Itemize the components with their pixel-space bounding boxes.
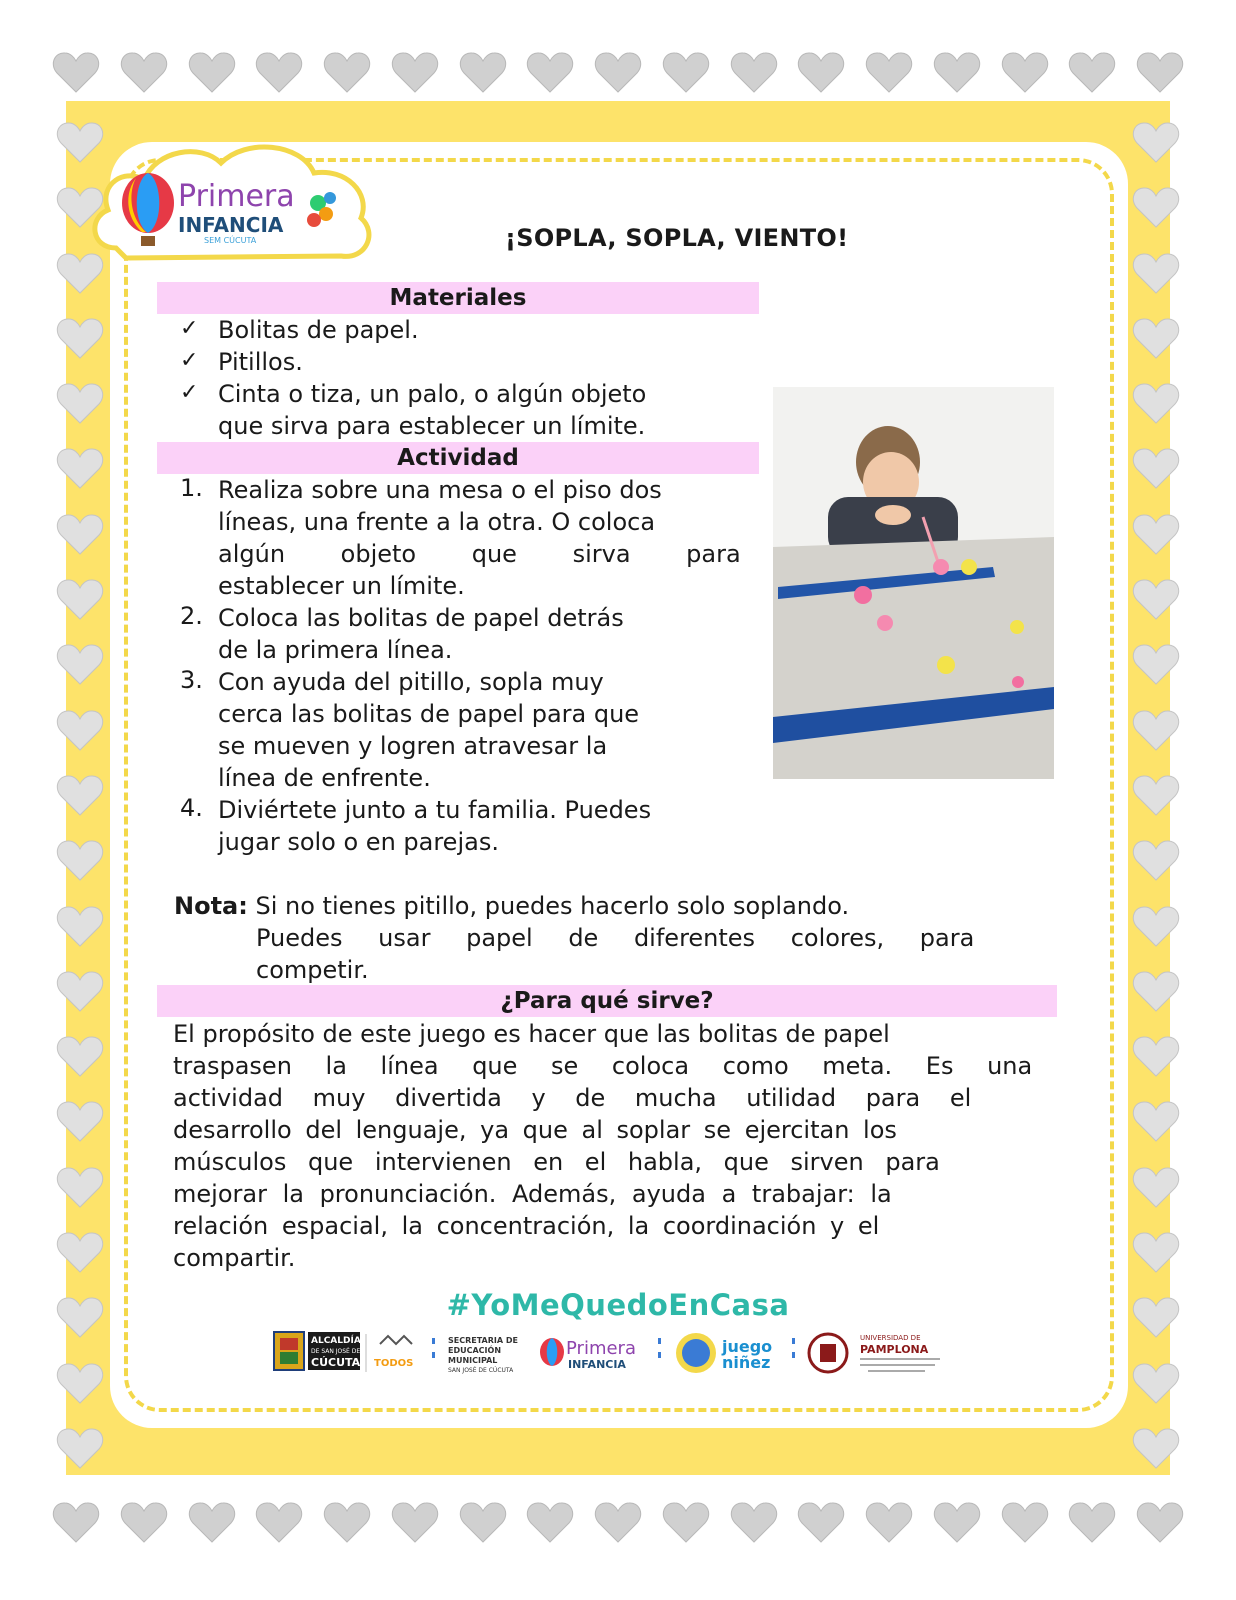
svg-text:juego: juego <box>722 1337 773 1356</box>
heart-icon <box>594 1500 642 1544</box>
nota-line: Si no tienes pitillo, puedes hacerlo solo soplando. <box>255 892 850 920</box>
heart-icon <box>1132 577 1180 621</box>
heart-icon <box>391 1500 439 1544</box>
heart-icon <box>1001 50 1049 94</box>
nota-label: Nota: <box>174 892 248 920</box>
svg-text:EDUCACIÓN: EDUCACIÓN <box>448 1346 502 1355</box>
para-que-line: músculos que intervienen en el habla, que sirven para <box>173 1148 940 1176</box>
heart-icon <box>323 50 371 94</box>
heart-icon <box>56 446 104 490</box>
heart-icon <box>391 50 439 94</box>
heart-icon <box>1132 381 1180 425</box>
heart-icon <box>865 50 913 94</box>
heart-icon <box>1132 1034 1180 1078</box>
svg-text:SEM CÚCUTA: SEM CÚCUTA <box>204 236 257 245</box>
todos-logo <box>374 1336 413 1369</box>
para-que-line: mejorar la pronunciación. Además, ayuda a trabajar: la <box>173 1180 892 1208</box>
heart-icon <box>56 642 104 686</box>
heart-icon <box>323 1500 371 1544</box>
material-item: Pitillos. <box>218 348 303 376</box>
heart-icon <box>1136 1500 1184 1544</box>
step-line: cerca las bolitas de papel para que <box>218 700 640 728</box>
step-number: 4. <box>180 794 203 822</box>
material-item-continuation: que sirva para establecer un límite. <box>218 412 646 440</box>
heart-icon <box>730 1500 778 1544</box>
left-heart-border <box>56 120 104 1470</box>
heart-icon <box>1136 50 1184 94</box>
step-line: línea de enfrente. <box>218 764 431 792</box>
heart-icon <box>1132 969 1180 1013</box>
svg-text:MUNICIPAL: MUNICIPAL <box>448 1356 498 1365</box>
heart-icon <box>526 1500 574 1544</box>
heart-icon <box>662 1500 710 1544</box>
para-que-line: actividad muy divertida y de mucha utilidad para el <box>173 1084 972 1112</box>
para-que-line: compartir. <box>173 1244 296 1272</box>
heart-icon <box>56 1230 104 1274</box>
svg-text:CÚCUTA: CÚCUTA <box>311 1356 361 1369</box>
nota-line: competir. <box>256 956 369 984</box>
svg-text:Primera: Primera <box>566 1338 636 1359</box>
heart-icon <box>1068 50 1116 94</box>
check-icon: ✓ <box>180 316 199 341</box>
activity-photo <box>773 387 1054 779</box>
material-item: Cinta o tiza, un palo, o algún objeto <box>218 380 647 408</box>
step-line: jugar solo o en parejas. <box>218 828 499 856</box>
svg-text:TODOS: TODOS <box>374 1358 414 1369</box>
para-que-line: desarrollo del lenguaje, ya que al soplar se ejercitan los <box>173 1116 897 1144</box>
heart-icon <box>56 577 104 621</box>
primera-infancia-small-logo <box>540 1338 636 1371</box>
svg-text:PAMPLONA: PAMPLONA <box>860 1343 929 1356</box>
heart-icon <box>56 512 104 556</box>
svg-text:Primera: Primera <box>178 179 295 214</box>
heart-icon <box>56 1034 104 1078</box>
heart-icon <box>865 1500 913 1544</box>
heart-icon <box>56 1361 104 1405</box>
heart-icon <box>1132 773 1180 817</box>
svg-text:niñez: niñez <box>722 1353 771 1372</box>
svg-text:UNIVERSIDAD DE: UNIVERSIDAD DE <box>860 1334 921 1342</box>
alcaldia-logo <box>274 1332 361 1370</box>
heart-icon <box>188 50 236 94</box>
heart-icon <box>56 316 104 360</box>
step-line: establecer un límite. <box>218 572 465 600</box>
page-title: ¡SOPLA, SOPLA, VIENTO! <box>505 224 849 252</box>
heart-icon <box>1132 251 1180 295</box>
heart-icon <box>1132 446 1180 490</box>
heart-icon <box>1132 642 1180 686</box>
heart-icon <box>594 50 642 94</box>
svg-text:ALCALDÍA: ALCALDÍA <box>311 1336 361 1346</box>
step-line: se mueven y logren atravesar la <box>218 732 608 760</box>
svg-text:DE SAN JOSÉ DE: DE SAN JOSÉ DE <box>311 1348 361 1355</box>
heart-icon <box>1132 708 1180 752</box>
juego-ninez-logo <box>676 1333 772 1373</box>
heart-icon <box>1132 316 1180 360</box>
heart-icon <box>1132 120 1180 164</box>
heart-icon <box>1132 838 1180 882</box>
heart-icon <box>1132 185 1180 229</box>
heart-icon <box>52 1500 100 1544</box>
heart-icon <box>797 1500 845 1544</box>
heart-icon <box>1132 904 1180 948</box>
check-icon: ✓ <box>180 380 199 405</box>
heart-icon <box>1132 1426 1180 1470</box>
step-line: Coloca las bolitas de papel detrás <box>218 604 624 632</box>
svg-text:SAN JOSÉ DE CÚCUTA: SAN JOSÉ DE CÚCUTA <box>448 1367 514 1374</box>
step-number: 2. <box>180 602 203 630</box>
heart-icon <box>255 1500 303 1544</box>
heart-icon <box>120 1500 168 1544</box>
heart-icon <box>662 50 710 94</box>
para-que-line: El propósito de este juego es hacer que las bolitas de papel <box>173 1020 890 1048</box>
heart-icon <box>933 1500 981 1544</box>
heart-icon <box>1132 1165 1180 1209</box>
heart-icon <box>56 1099 104 1143</box>
heart-icon <box>56 381 104 425</box>
heart-icon <box>1132 1099 1180 1143</box>
heart-icon <box>56 904 104 948</box>
step-line: algún objeto que sirva para <box>218 540 741 568</box>
heart-icon <box>120 50 168 94</box>
heart-icon <box>933 50 981 94</box>
actividad-header: Actividad <box>157 442 759 474</box>
heart-icon <box>56 1165 104 1209</box>
step-line: de la primera línea. <box>218 636 453 664</box>
nota-line: Puedes usar papel de diferentes colores, para <box>256 924 975 952</box>
primera-infancia-logo <box>86 128 376 274</box>
hashtag: #YoMeQuedoEnCasa <box>446 1288 790 1322</box>
nota-block <box>174 890 849 922</box>
heart-icon <box>797 50 845 94</box>
check-icon: ✓ <box>180 348 199 373</box>
heart-icon <box>56 708 104 752</box>
step-line: Realiza sobre una mesa o el piso dos <box>218 476 662 504</box>
heart-icon <box>56 838 104 882</box>
heart-icon <box>1068 1500 1116 1544</box>
right-heart-border <box>1132 120 1180 1470</box>
svg-text:INFANCIA: INFANCIA <box>568 1358 626 1371</box>
heart-icon <box>56 1426 104 1470</box>
heart-icon <box>1132 1230 1180 1274</box>
heart-icon <box>730 50 778 94</box>
heart-icon <box>459 50 507 94</box>
heart-icon <box>459 1500 507 1544</box>
para-que-line: traspasen la línea que se coloca como meta. Es una <box>173 1052 1033 1080</box>
heart-icon <box>255 50 303 94</box>
step-number: 1. <box>180 474 203 502</box>
para-que-header: ¿Para qué sirve? <box>157 985 1057 1017</box>
step-line: Diviértete junto a tu familia. Puedes <box>218 796 652 824</box>
heart-icon <box>1132 512 1180 556</box>
material-item: Bolitas de papel. <box>218 316 419 344</box>
secretaria-logo <box>448 1336 518 1374</box>
step-number: 3. <box>180 666 203 694</box>
top-heart-border <box>52 50 1184 94</box>
sponsor-logos <box>270 1326 950 1380</box>
bottom-heart-border <box>52 1500 1184 1544</box>
svg-text:SECRETARIA DE: SECRETARIA DE <box>448 1336 518 1345</box>
step-line: líneas, una frente a la otra. O coloca <box>218 508 656 536</box>
universidad-pamplona-logo <box>809 1334 940 1372</box>
heart-icon <box>56 773 104 817</box>
heart-icon <box>1001 1500 1049 1544</box>
heart-icon <box>526 50 574 94</box>
heart-icon <box>188 1500 236 1544</box>
materiales-header: Materiales <box>157 282 759 314</box>
svg-text:INFANCIA: INFANCIA <box>178 213 284 237</box>
step-line: Con ayuda del pitillo, sopla muy <box>218 668 604 696</box>
heart-icon <box>1132 1361 1180 1405</box>
heart-icon <box>52 50 100 94</box>
para-que-line: relación espacial, la concentración, la coordinación y el <box>173 1212 880 1240</box>
heart-icon <box>56 969 104 1013</box>
